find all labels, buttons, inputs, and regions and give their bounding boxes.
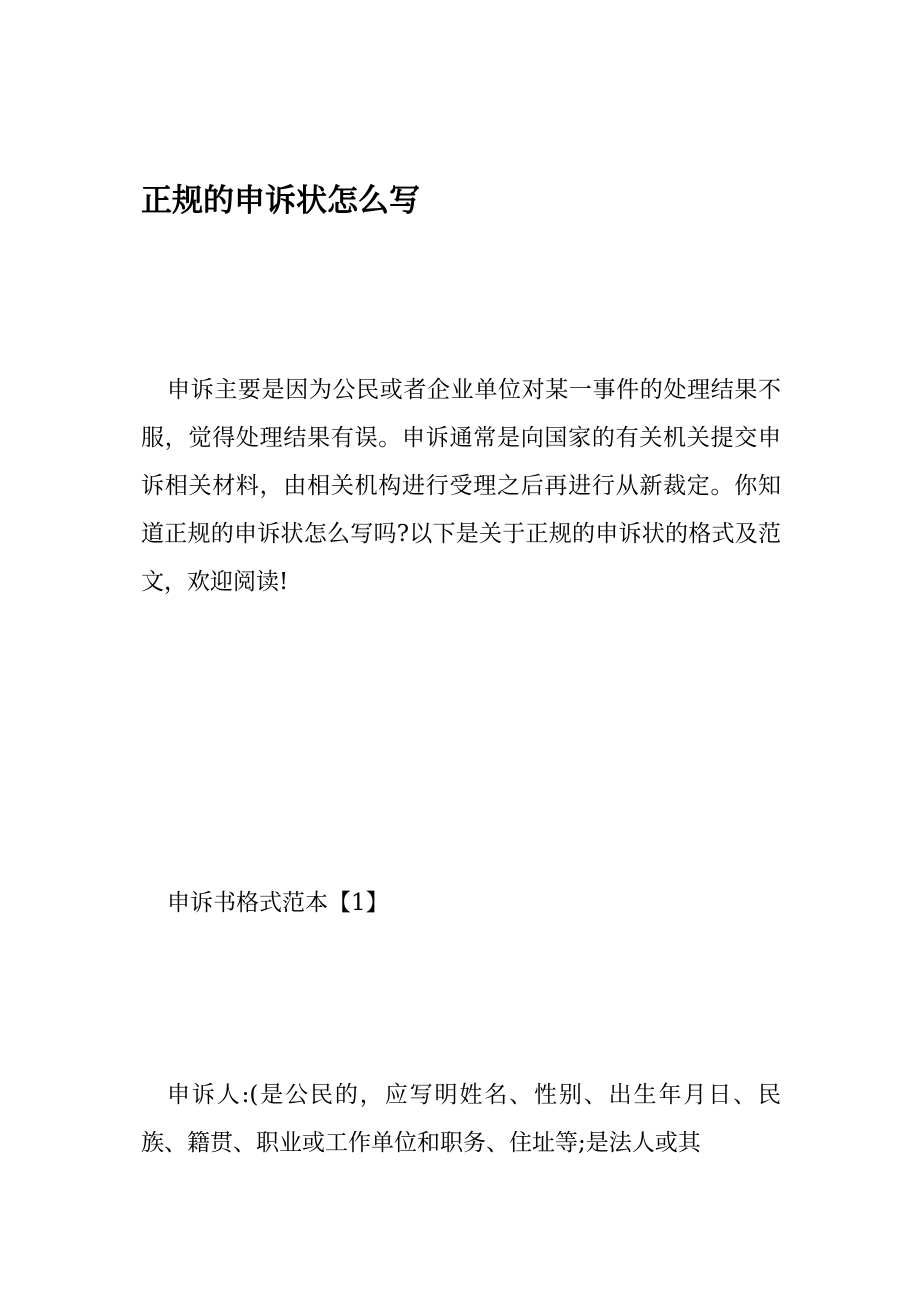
body-paragraph: 申诉人:(是公民的，应写明姓名、性别、出生年月日、民族、籍贯、职业或工作单位和职务、住址等;是法人或其 — [141, 1082, 781, 1156]
page-title: 正规的申诉状怎么写 — [141, 183, 420, 219]
intro-paragraph: 申诉主要是因为公民或者企业单位对某一事件的处理结果不服，觉得处理结果有误。申诉通常是向国家的有关机关提交申诉相关材料，由相关机构进行受理之后再进行从新裁定。你知道正规的申诉状怎么写吗?以下是关于正规的申诉状的格式及范文，欢迎阅读! — [141, 377, 781, 595]
section-heading: 申诉书格式范本【1】 — [167, 890, 389, 916]
